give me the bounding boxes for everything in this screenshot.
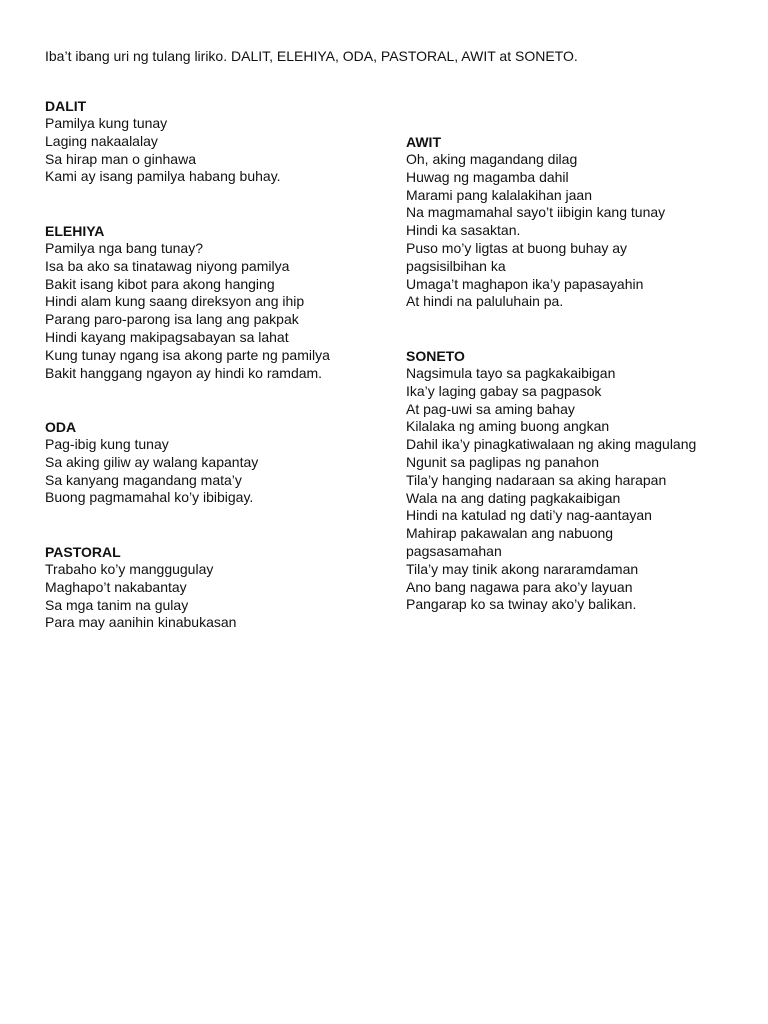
poem-line: Ika’y laging gabay sa pagpasok — [406, 382, 602, 399]
poem-awit — [406, 133, 665, 311]
poem-line: Para may aanihin kinabukasan — [45, 614, 237, 631]
poem-line: Mahirap pakawalan ang nabuong — [406, 525, 614, 542]
poem-line: Wala na ang dating pagkakaibigan — [406, 489, 621, 506]
poem-line: Tila’y may tinik akong nararamdaman — [406, 560, 639, 577]
poem-line: pagsasamahan — [406, 542, 502, 559]
poem-line: Sa aking giliw ay walang kapantay — [45, 453, 259, 470]
poem-line: Pangarap ko sa twinay ako’y balikan. — [406, 596, 637, 613]
intro-text: Iba’t ibang uri ng tulang liriko. DALIT, ELEHIYA, ODA, PASTORAL, AWIT at SONETO. — [45, 48, 578, 64]
poem-line: Kung tunay ngang isa akong parte ng pamilya — [45, 346, 330, 363]
poem-elehiya — [45, 222, 330, 382]
poem-pastoral — [45, 543, 236, 632]
poem-line: Sa mga tanim na gulay — [45, 596, 189, 613]
poem-line: Huwag ng magamba dahil — [406, 168, 569, 185]
right-column — [406, 0, 746, 1024]
poem-line: Tila’y hanging nadaraan sa aking harapan — [406, 471, 667, 488]
poem-soneto — [406, 347, 696, 614]
poem-line: Isa ba ako sa tinatawag niyong pamilya — [45, 257, 290, 274]
poem-line: Hindi alam kung saang direksyon ang ihip — [45, 293, 305, 310]
poem-line: Hindi na katulad ng dati’y nag-aantayan — [406, 507, 652, 524]
poem-line: Dahil ika’y pinagkatiwalaan ng aking magulang — [406, 436, 697, 453]
poem-title: SONETO — [406, 348, 465, 364]
poem-line: At pag-uwi sa aming bahay — [406, 400, 575, 417]
left-column — [45, 0, 385, 1024]
poem-line: pagsisilbihan ka — [406, 257, 506, 274]
poem-title: AWIT — [406, 134, 441, 150]
poem-line: Umaga’t maghapon ika’y papasayahin — [406, 275, 644, 292]
poem-line: Nagsimula tayo sa pagkakaibigan — [406, 365, 616, 381]
poem-title: ODA — [45, 419, 77, 435]
poem-line: Parang paro-parong isa lang ang pakpak — [45, 311, 299, 328]
poem-line: Sa hirap man o ginhawa — [45, 150, 196, 167]
poem-line: Kami ay isang pamilya habang buhay. — [45, 168, 281, 185]
poem-title: PASTORAL — [45, 544, 121, 560]
poem-oda — [45, 418, 258, 507]
poem-line: Buong pagmamahal ko’y ibibigay. — [45, 489, 254, 506]
poem-dalit — [45, 97, 281, 186]
poem-line: Sa kanyang magandang mata’y — [45, 471, 242, 488]
poem-line: Pamilya kung tunay — [45, 115, 168, 131]
poem-line: Hindi kayang makipagsabayan sa lahat — [45, 328, 289, 345]
poem-line: Bakit isang kibot para akong hanging — [45, 275, 275, 292]
poem-title: DALIT — [45, 98, 87, 114]
poem-line: Kilalaka ng aming buong angkan — [406, 418, 610, 435]
poem-line: Oh, aking magandang dilag — [406, 151, 578, 167]
poem-line: Maghapo’t nakabantay — [45, 578, 187, 595]
poem-line: Bakit hanggang ngayon ay hindi ko ramdam. — [45, 364, 323, 381]
poem-line: Trabaho ko’y manggugulay — [45, 561, 214, 577]
poem-line: Puso mo’y ligtas at buong buhay ay — [406, 239, 628, 256]
poem-line: Marami pang kalalakihan jaan — [406, 186, 592, 203]
poem-line: Pag-ibig kung tunay — [45, 436, 169, 452]
poem-line: At hindi na paluluhain pa. — [406, 293, 564, 310]
poem-line: Ngunit sa paglipas ng panahon — [406, 453, 600, 470]
poem-line: Hindi ka sasaktan. — [406, 222, 521, 239]
poem-line: Laging nakaalalay — [45, 132, 158, 149]
poem-line: Na magmamahal sayo’t iibigin kang tunay — [406, 204, 666, 221]
poem-title: ELEHIYA — [45, 223, 105, 239]
poem-line: Pamilya nga bang tunay? — [45, 240, 203, 256]
poem-line: Ano bang nagawa para ako’y layuan — [406, 578, 633, 595]
